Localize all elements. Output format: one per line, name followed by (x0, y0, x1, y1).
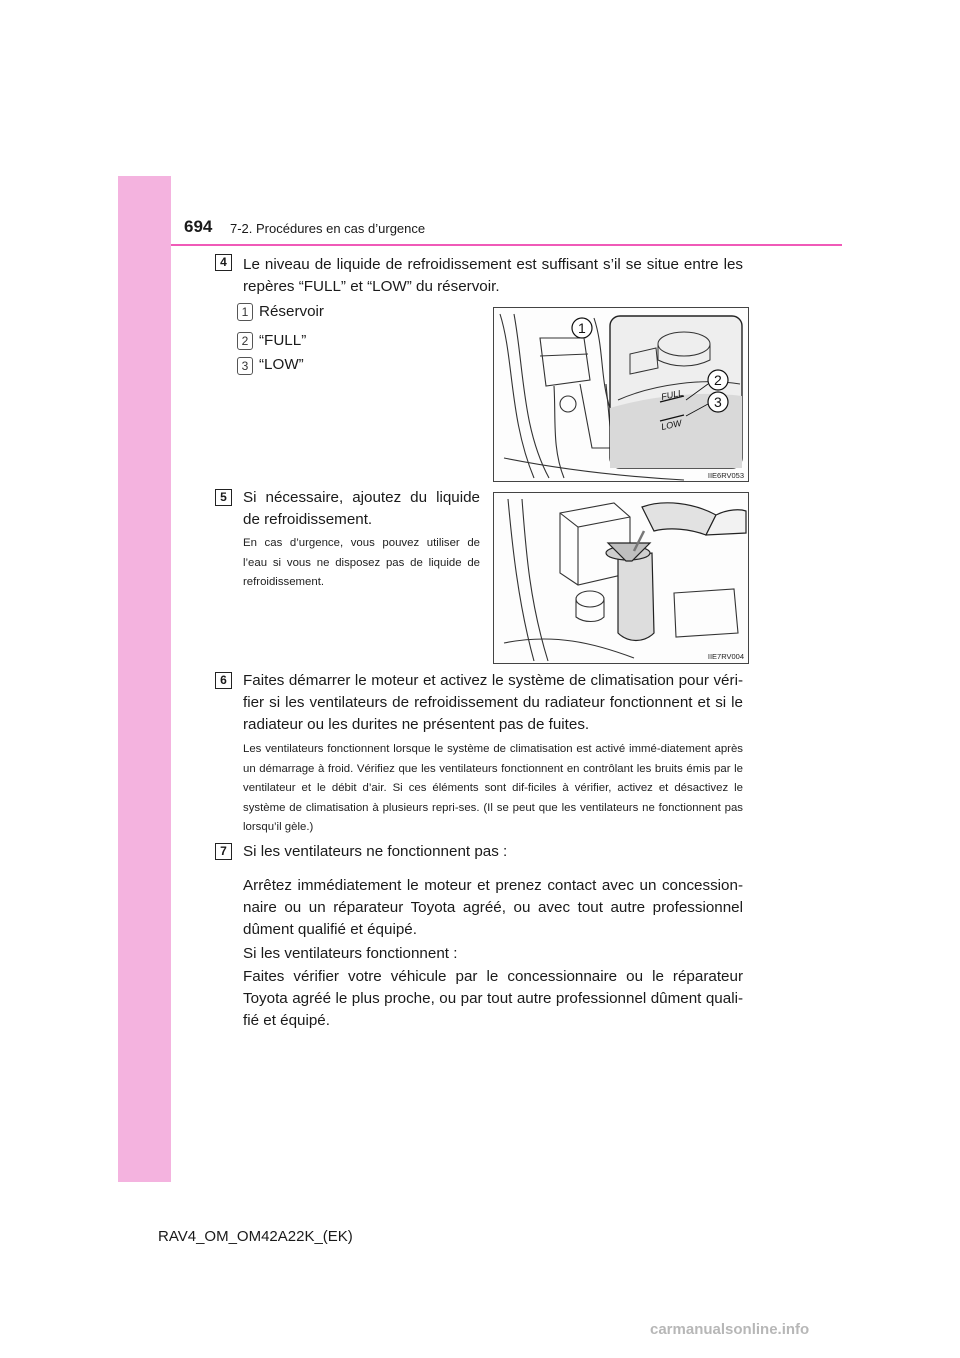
step-number-7: 7 (215, 843, 232, 860)
step-7-paragraph-1: Arrêtez immédiatement le moteur et prenez contact avec un concession-naire ou un réparateur Toyota agréé, ou avec tout autre professionnel dûment qualifié et équipé. (243, 877, 743, 938)
legend-label-reservoir: Réservoir (259, 303, 324, 320)
step-7-paragraph-2: Faites vérifier votre véhicule par le concessionnaire ou le réparateur Toyota agréé le plus proche, ou par tout autre professionnel dûment quali-fié et équipé. (243, 968, 743, 1029)
low-mark-text: LOW (660, 417, 683, 432)
step-number-4: 4 (215, 254, 232, 271)
figure-adding-coolant (493, 492, 749, 664)
step-number-6: 6 (215, 672, 232, 689)
adding-coolant-illustration (494, 493, 749, 664)
step-4-text: Le niveau de liquide de refroidissement est suffisant s’il se situe entre les repères “FULL” et “LOW” du réservoir. (243, 256, 743, 295)
callout-3: 3 (714, 394, 722, 410)
page-number: 694 (184, 217, 213, 236)
legend-label-low: “LOW” (259, 356, 304, 373)
legend-number-1: 1 (237, 303, 253, 321)
step-number-5: 5 (215, 489, 232, 506)
header-divider (171, 244, 842, 246)
figure-coolant-reservoir (493, 307, 749, 482)
coolant-reservoir-illustration (494, 308, 749, 482)
callout-1: 1 (578, 320, 586, 336)
figure-2-code: IIE7RV004 (707, 652, 744, 661)
step-5-text: Si nécessaire, ajoutez du liquide de refroidissement. (243, 489, 480, 528)
step-7-paragraph-2-line-1: Si les ventilateurs fonctionnent : (243, 945, 458, 962)
legend-number-2: 2 (237, 332, 253, 350)
full-mark-text: FULL (660, 387, 684, 402)
step-5-note: En cas d’urgence, vous pouvez utiliser de l’eau si vous ne disposez pas de liquide de refroidissement. (243, 537, 480, 588)
step-6-note: Les ventilateurs fonctionnent lorsque le système de climatisation est activé immé-diatement après un démarrage à froid. Vérifiez que les ventilateurs fonctionnent en contrôlant les bruits émis par le ventilateur et le débit d’air. Si ces éléments sont dif-ficiles à vérifier, activez et désactivez le système de climatisation à plusieurs repri-ses. (Il se peut que les ventilateurs ne fonctionnent pas lorsqu’il gèle.) (243, 743, 743, 833)
section-title: 7-2. Procédures en cas d’urgence (230, 221, 426, 236)
watermark: carmanualsonline.info (650, 1321, 810, 1338)
step-7-heading: Si les ventilateurs ne fonctionnent pas : (243, 843, 508, 860)
legend-label-full: “FULL” (259, 332, 307, 349)
chapter-sidebar-tab (118, 176, 171, 1182)
step-6-text: Faites démarrer le moteur et activez le système de climatisation pour véri-fier si les ventilateurs de refroidissement du radiateur fonctionnent et si le radiateur ou les durites ne présentent pas de fuites. (243, 672, 743, 733)
figure-1-code: IIE6RV053 (707, 471, 744, 480)
callout-2: 2 (714, 372, 722, 388)
legend-number-3: 3 (237, 357, 253, 375)
document-id: RAV4_OM_OM42A22K_(EK) (158, 1228, 353, 1245)
